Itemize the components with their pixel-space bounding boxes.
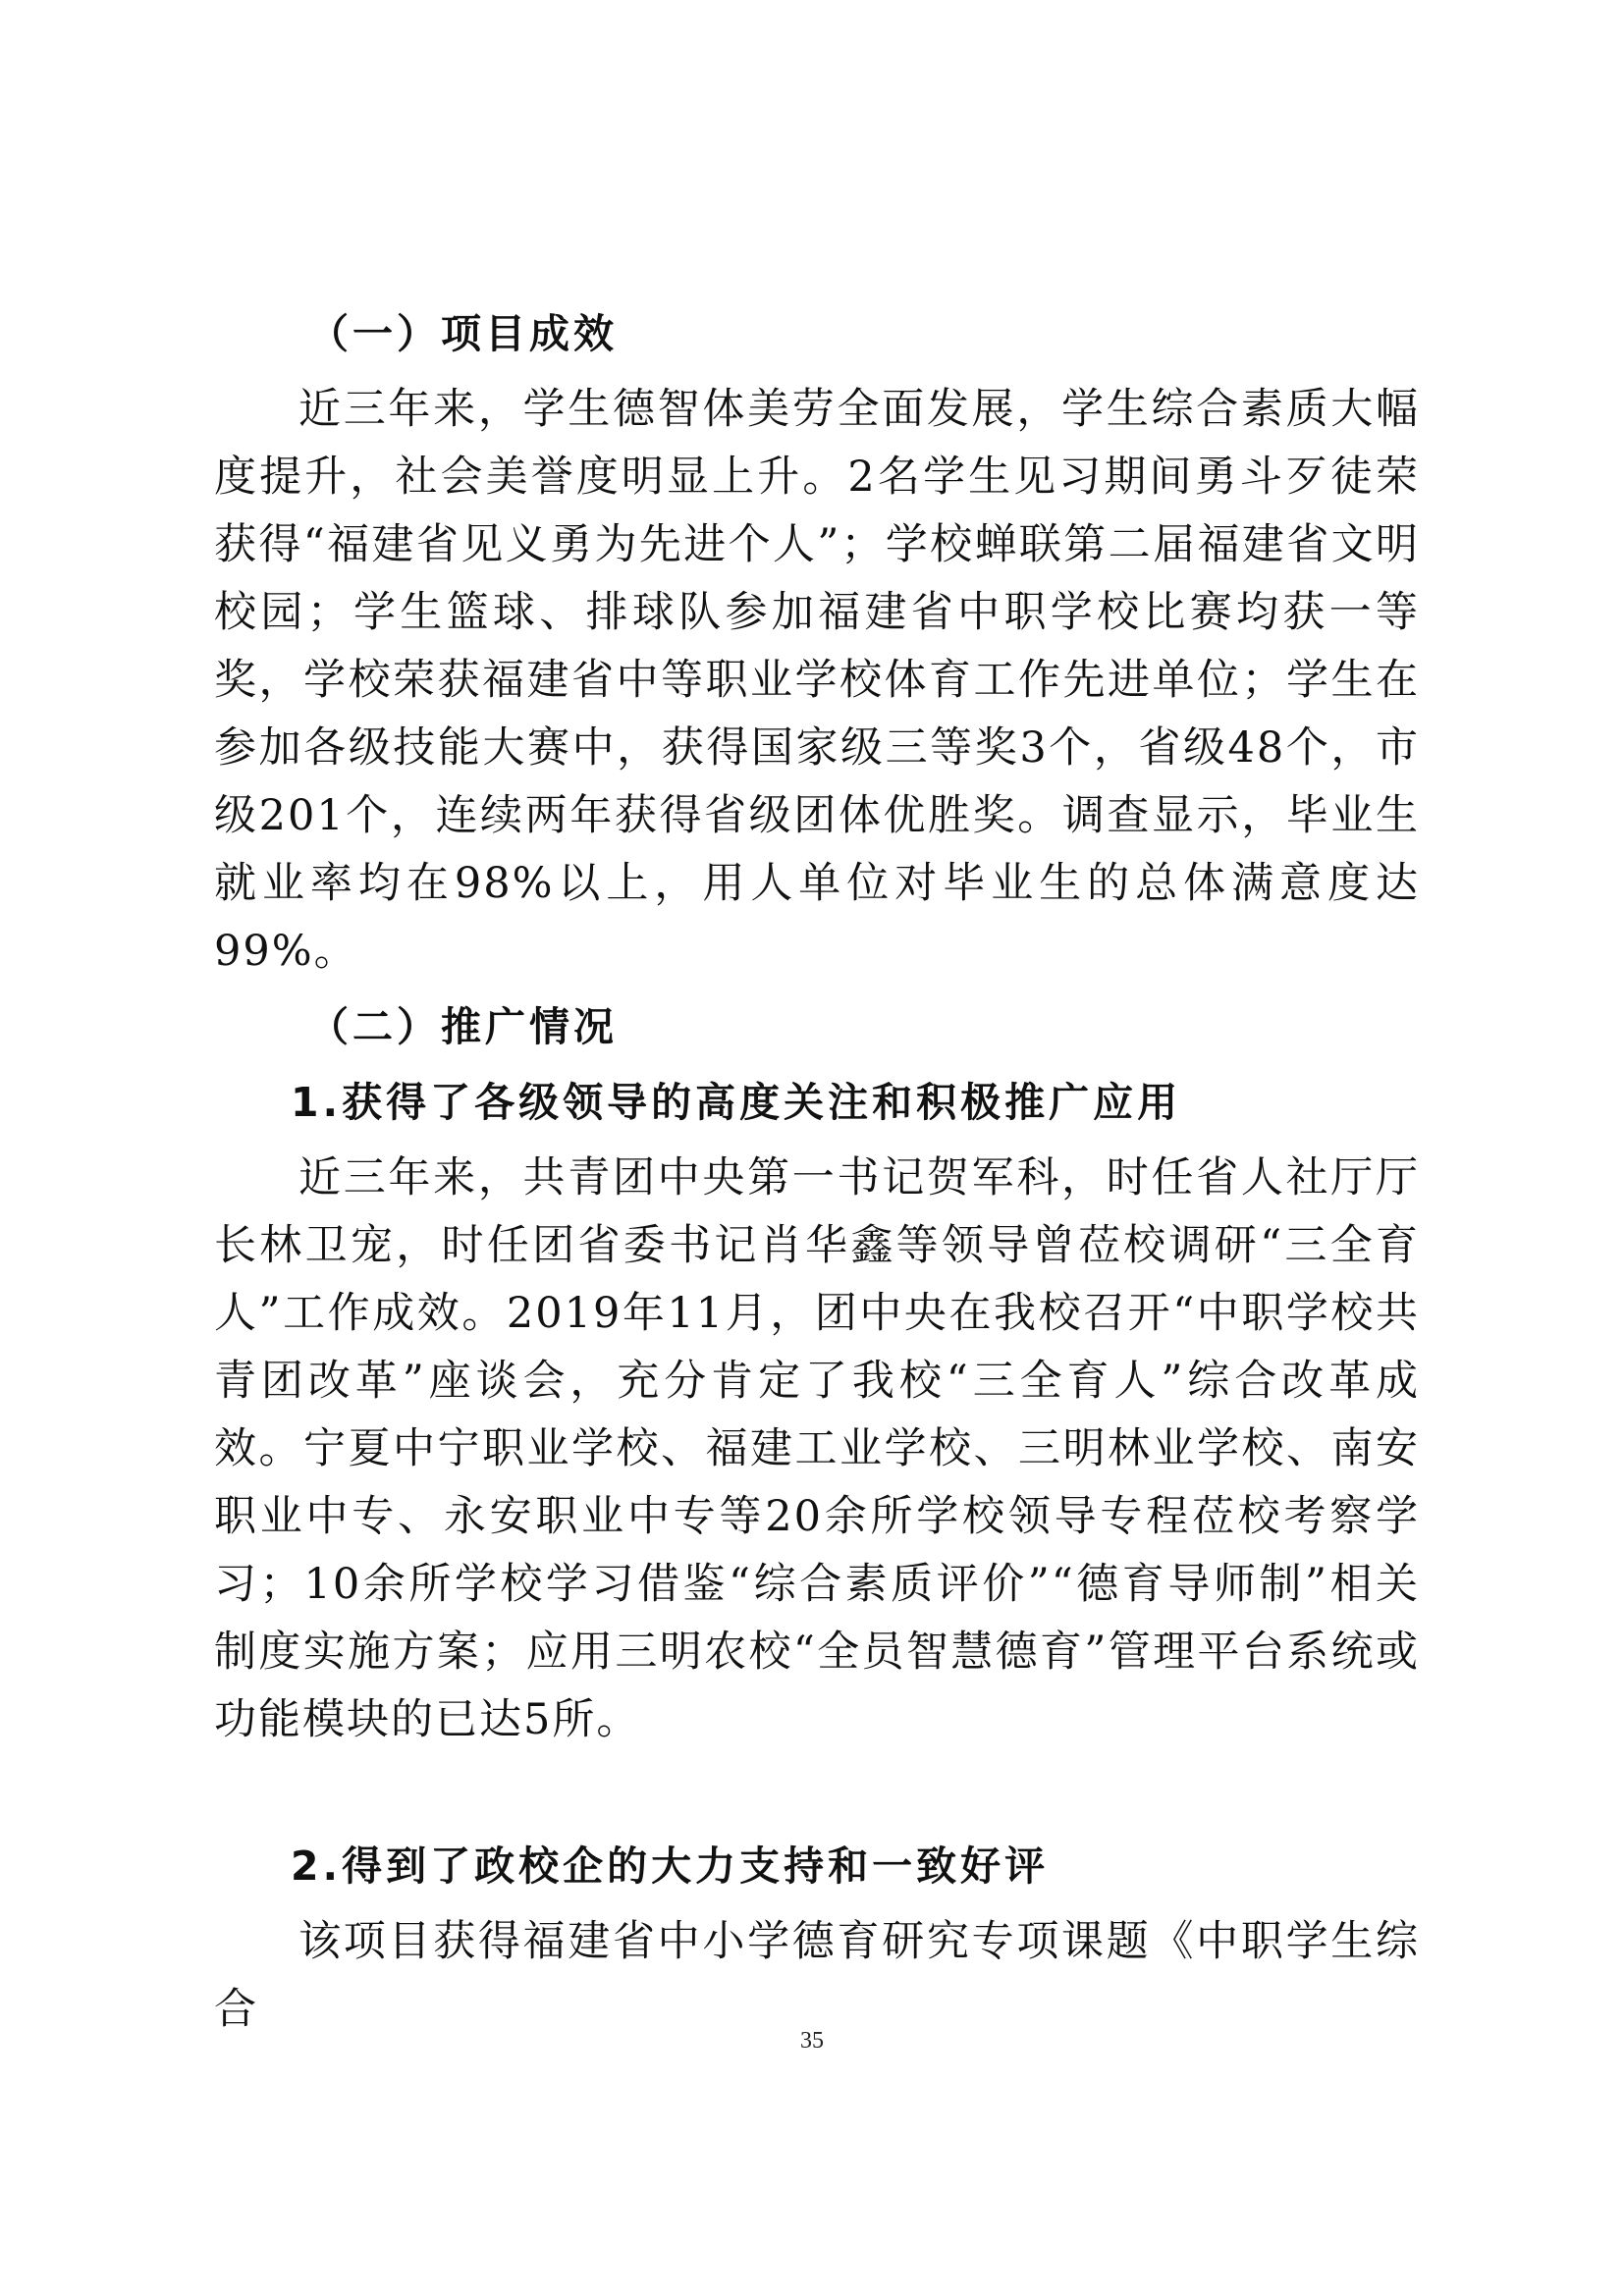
subheading-leadership-attention: 1.获得了各级领导的高度关注和积极推广应用: [291, 1079, 1182, 1126]
section-heading-project-results: （一）项目成效: [308, 310, 618, 357]
paragraph-leadership-attention: 近三年来，共青团中央第一书记贺军科，时任省人社厅厅长林卫宠，时任团省委书记肖华鑫等领导曾莅校调研“三全育人”工作成效。2019年11月，团中央在我校召开“中职学校共青团改革”座谈会，充分肯定了我校“三全育人”综合改革成效。宁夏中宁职业学校、福建工业学校、三明林业学校、南安职业中专、永安职业中专等20余所学校领导专程莅校考察学习；10余所学校学习借鉴“综合素质评价”“德育导师制”相关制度实施方案；应用三明农校“全员智慧德育”管理平台系统或功能模块的已达5所。: [214, 1153, 1420, 1744]
section-heading-promotion: （二）推广情况: [308, 1003, 618, 1050]
page-number: 35: [800, 2028, 824, 2054]
subheading-support-and-praise: 2.得到了政校企的大力支持和一致好评: [291, 1842, 1050, 1890]
paragraph-project-results: 近三年来，学生德智体美劳全面发展，学生综合素质大幅度提升，社会美誉度明显上升。2名学生见习期间勇斗歹徒荣获得“福建省见义勇为先进个人”；学校蝉联第二届福建省文明校园；学生篮球、排球队参加福建省中职学校比赛均获一等奖，学校荣获福建省中等职业学校体育工作先进单位；学生在参加各级技能大赛中，获得国家级三等奖3个，省级48个，市级201个，连续两年获得省级团体优胜奖。调查显示，毕业生就业率均在98%以上，用人单位对毕业生的总体满意度达99%。: [214, 385, 1420, 976]
paragraph-support-and-praise: 该项目获得福建省中小学德育研究专项课题《中职学生综合: [214, 1917, 1420, 2034]
